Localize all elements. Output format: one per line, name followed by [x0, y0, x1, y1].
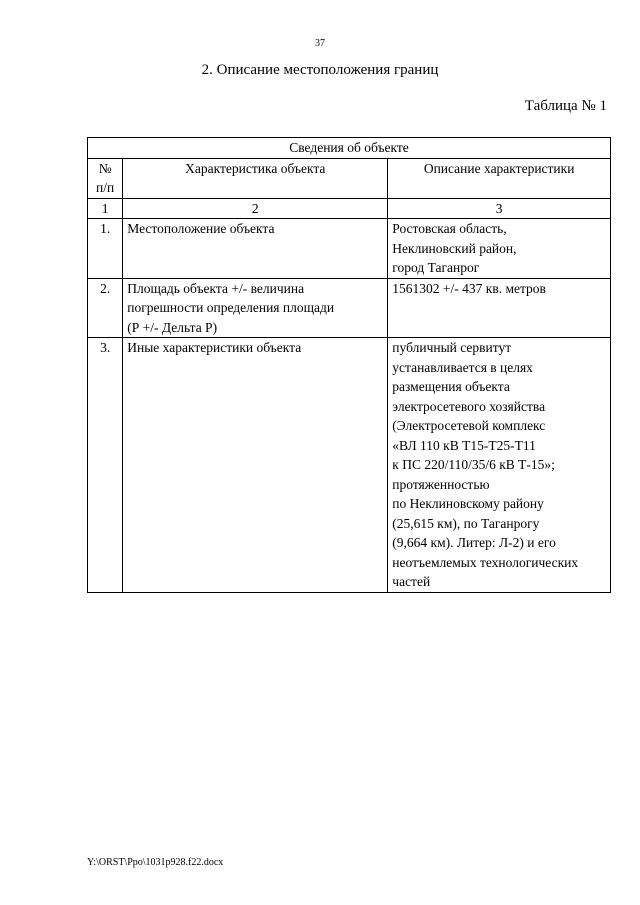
table-caption: Таблица № 1: [524, 98, 607, 114]
table-header-row: [88, 158, 611, 198]
row-characteristic: Площадь объекта +/- величина погрешности определения площади (Р +/- Дельта Р): [123, 278, 388, 338]
table-row: [88, 219, 611, 279]
column-number: 2: [123, 198, 388, 219]
header-num: № п/п: [88, 158, 123, 198]
column-number-row: [88, 198, 611, 219]
section-title: 2. Описание местоположения границ: [201, 62, 439, 78]
row-number: 2.: [88, 278, 123, 338]
table-title-row: [88, 138, 611, 159]
column-number: 1: [88, 198, 123, 219]
table-row: [88, 338, 611, 593]
row-characteristic: Иные характеристики объекта: [123, 338, 388, 593]
row-description: публичный сервитут устанавливается в целях размещения объекта электросетевого хозяйства (Электросетевой комплекс «ВЛ 110 кВ Т15-Т25-Т11 к ПС 220/110/35/6 кВ Т-15»; протяженностью по Неклиновскому району (25,615 км), по Таганрогу (9,664 км). Литер: Л-2) и его неотъемлемых технологических частей: [388, 338, 611, 593]
row-number: 1.: [88, 219, 123, 279]
column-number: 3: [388, 198, 611, 219]
object-info-table: [87, 137, 611, 593]
row-number: 3.: [88, 338, 123, 593]
footer-file-path: Y:\ORST\Ppo\1031p928.f22.docx: [87, 857, 224, 868]
table-title: Сведения об объекте: [88, 138, 611, 159]
page-number: 37: [315, 38, 325, 49]
header-description: Описание характеристики: [388, 158, 611, 198]
row-characteristic: Местоположение объекта: [123, 219, 388, 279]
table-row: [88, 278, 611, 338]
row-description: Ростовская область, Неклиновский район, город Таганрог: [388, 219, 611, 279]
header-characteristic: Характеристика объекта: [123, 158, 388, 198]
row-description: 1561302 +/- 437 кв. метров: [388, 278, 611, 338]
